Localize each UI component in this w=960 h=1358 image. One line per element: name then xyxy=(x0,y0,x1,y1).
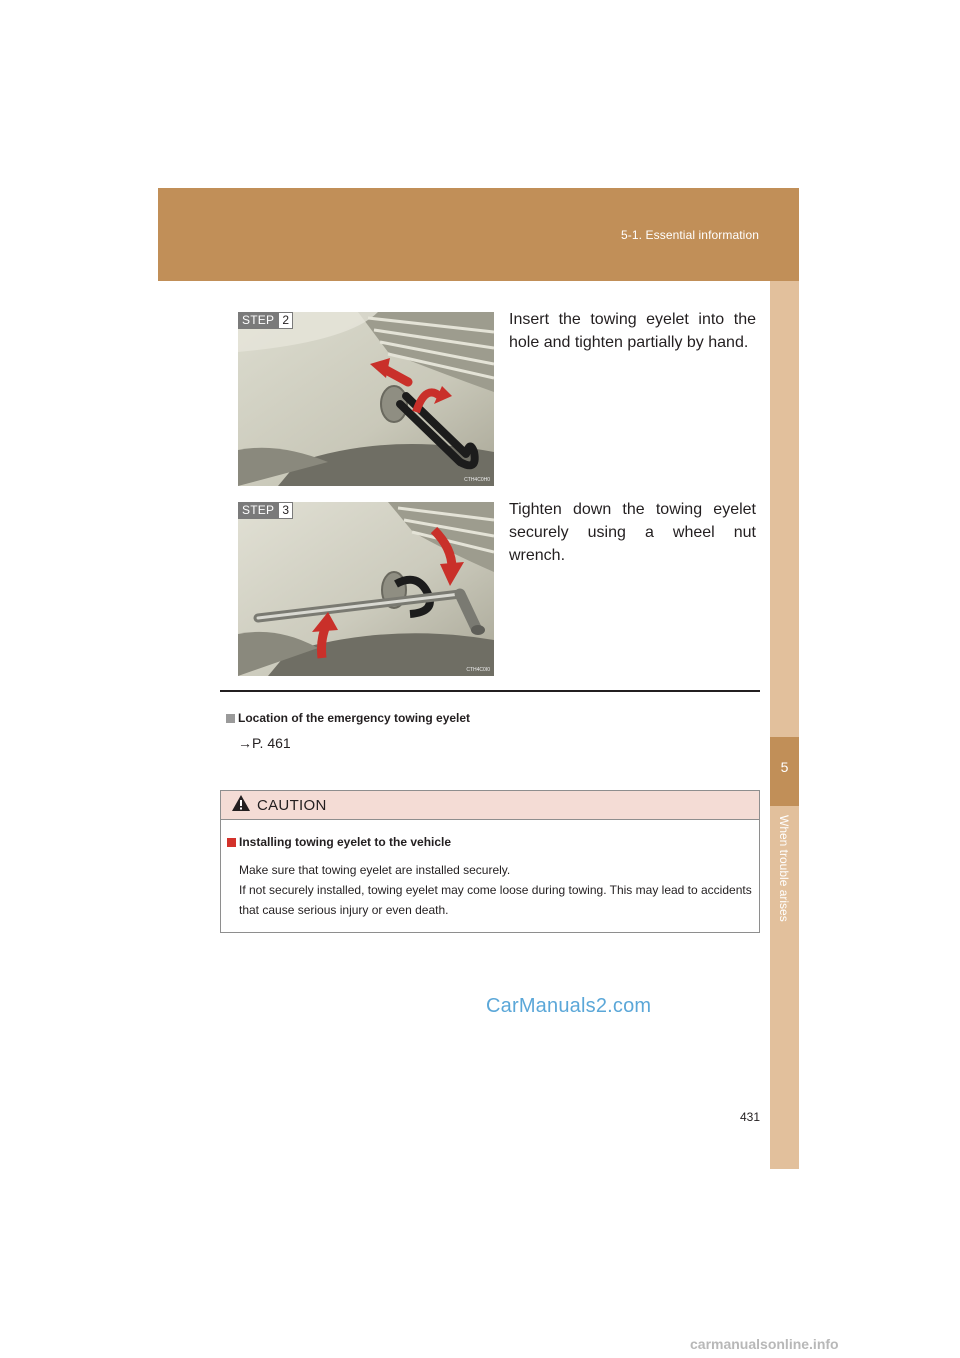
note-heading-text: Location of the emergency towing eyelet xyxy=(238,711,471,725)
step-number: 3 xyxy=(278,502,293,519)
section-title: 5-1. Essential information xyxy=(621,228,759,242)
chapter-number: 5 xyxy=(780,759,789,775)
step-3-badge xyxy=(238,502,293,519)
caution-header xyxy=(221,791,759,820)
towing-eyelet-insert-image xyxy=(238,312,494,486)
chapter-number-box xyxy=(770,737,799,806)
caution-body xyxy=(239,860,759,920)
page-header xyxy=(158,188,799,281)
step-2-badge xyxy=(238,312,293,329)
page-reference: →P. 461 xyxy=(238,735,291,751)
caution-body-line: Make sure that towing eyelet are installed securely. xyxy=(239,863,511,877)
step-label: STEP xyxy=(238,502,278,519)
caution-title: CAUTION xyxy=(257,796,327,814)
photo-code: CTH4C0I0 xyxy=(466,667,490,673)
section-divider xyxy=(220,690,760,692)
note-heading xyxy=(226,711,470,725)
caution-box xyxy=(220,790,760,933)
step-2-text: Insert the towing eyelet into the hole and tighten partially by hand. xyxy=(509,311,756,351)
photo-code: CTH4C0H0 xyxy=(464,477,490,483)
caution-subheading-text: Installing towing eyelet to the vehicle xyxy=(239,835,452,849)
step-3-illustration xyxy=(238,502,494,676)
caution-subheading xyxy=(227,835,451,849)
watermark-footer: carmanualsonline.info xyxy=(690,1336,839,1352)
chapter-label: When trouble arises xyxy=(777,815,791,922)
wheel-nut-wrench-tighten-image xyxy=(238,502,494,676)
warning-triangle-icon xyxy=(231,794,251,817)
page-number: 431 xyxy=(739,1110,760,1124)
step-number: 2 xyxy=(278,312,293,329)
caution-body-line: If not securely installed, towing eyelet may come loose during towing. This may lead to accidents that cause serious injury or even death. xyxy=(239,883,752,917)
square-bullet-icon xyxy=(227,838,236,847)
square-bullet-icon xyxy=(226,714,235,723)
step-label: STEP xyxy=(238,312,278,329)
watermark-carmanuals: CarManuals2.com xyxy=(486,995,652,1017)
step-3-text: Tighten down the towing eyelet securely using a wheel nut wrench. xyxy=(509,501,756,564)
chapter-side-tab xyxy=(770,281,799,1169)
step-2-illustration xyxy=(238,312,494,486)
